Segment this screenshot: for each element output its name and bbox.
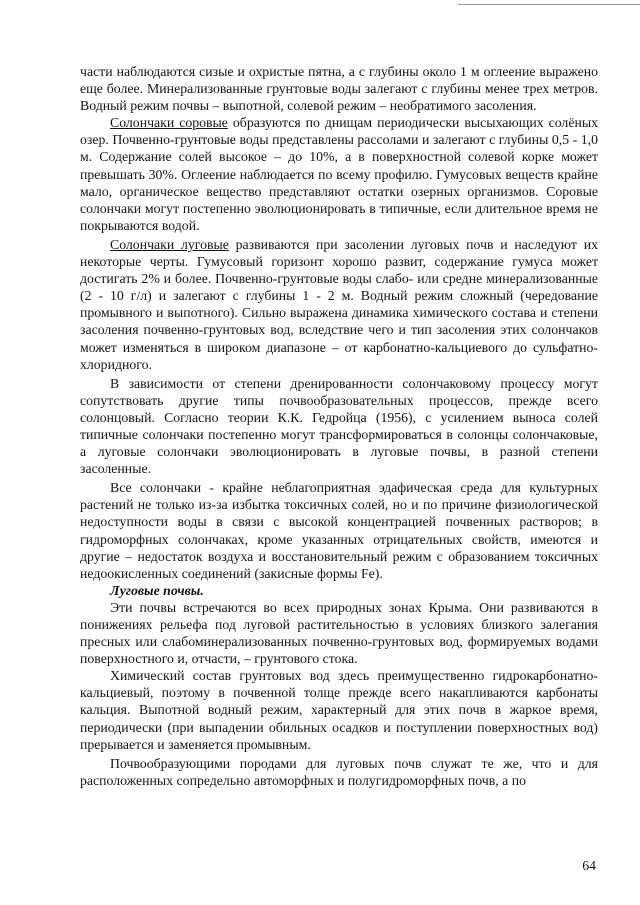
section-heading: Луговые почвы. bbox=[110, 582, 204, 598]
term-meadow-solonchaks: Солончаки луговые bbox=[110, 236, 229, 252]
paragraph-sor-solonchaks-text: образуются по днищам периодически высыхающих солёных озер. Почвенно-грунтовые воды представлены рассолами и залегают с глубины 0,5 - 1,0 м. Содержание солей высокое – до 10%, а в поверхностной солевой корке может превышать 30%. Оглеение наблюдается по всему профилю. Гумусовых веществ крайне мало, органическое вещество представляют остатки озерных организмов. Соровые солончаки могут постепенно эволюционировать в типичные, если длительное время не покрываются водой. bbox=[80, 115, 598, 233]
paragraph-meadow-solonchaks-text: развиваются при засолении луговых почв и наследуют их некоторые черты. Гумусовый горизонт хорошо развит, содержание гумуса может достигать 2% и более. Почвенно-грунтовые воды слабо- или средне минерализованные (2 - 10 г/л) и залегают с глубины 1 - 2 м. Водный режим сложный (чередование промывного и выпотного). Сильно выражена динамика химического состава и степени засоления почвенно-грунтовых вод, вследствие чего и тип засоления этих солончаков может изменяться в широком диапазоне – от карбонатно-кальциевого до сульфатно-хлоридного. bbox=[80, 236, 598, 372]
paragraph-unfavorable: Все солончаки - крайне неблагоприятная эдафическая среда для культурных растений не только из-за избытка токсичных солей, но и по причине физиологической недоступности воды в связи с высокой концентрацией почвенных растворов; в гидроморфных солончаках, кроме указанных отрицательных свойств, имеются и другие – недостаток воздуха и восстановительный режим с образованием токсичных недоокисленных соединений (закисные формы Fe). bbox=[80, 480, 598, 581]
term-sor-solonchaks: Солончаки соровые bbox=[110, 115, 228, 131]
page-number: 64 bbox=[582, 858, 596, 873]
paragraph-meadow-soils: Эти почвы встречаются во всех природных зонах Крыма. Они развиваются в понижениях рельефа под луговой растительностью в условиях близкого залегания пресных или слабоминерализованных почвенно-грунтовых вод, формируемых водами поверхностного и, отчасти, – грунтового стока. bbox=[80, 599, 598, 667]
paragraph-parent-rocks: Почвообразующими породами для луговых почв служат те же, что и для расположенных сопредельно автоморфных и полугидроморфных почв, а по bbox=[80, 755, 598, 788]
paragraph-chemistry: Химический состав грунтовых вод здесь преимущественно гидрокарбонатно-кальциевый, поэтому в почвенной толще прежде всего накапливаются карбонаты кальция. Выпотной водный режим, характерный для этих почв в жаркое время, периодически (при выпадении обильных осадков и поступлении поверхностных вод) прерывается и заменяется промывным. bbox=[80, 668, 598, 752]
paragraph-meadow-solonchaks bbox=[80, 236, 598, 373]
paragraph-1: части наблюдаются сизые и охристые пятна, а с глубины около 1 м оглеение выражено еще более. Минерализованные грунтовые воды залегают с глубины менее трех метров. Водный режим почвы – выпотной, солевой режим – необратимого засоления. bbox=[80, 64, 598, 114]
paragraph-sor-solonchaks bbox=[80, 114, 598, 234]
top-edge-rule bbox=[458, 4, 640, 5]
paragraph-drainage: В зависимости от степени дренированности солончаковому процессу могут сопутствовать другие типы почвообразовательных процессов, прежде всего солонцовый. Согласно теории К.К. Гедройца (1956), с усилением выноса солей типичные солончаки постепенно могут трансформироваться в солонцы солончаковые, а луговые солончаки эволюционировать в луговые почвы, в разной степени засоленные. bbox=[80, 375, 598, 477]
page-text bbox=[80, 63, 598, 789]
